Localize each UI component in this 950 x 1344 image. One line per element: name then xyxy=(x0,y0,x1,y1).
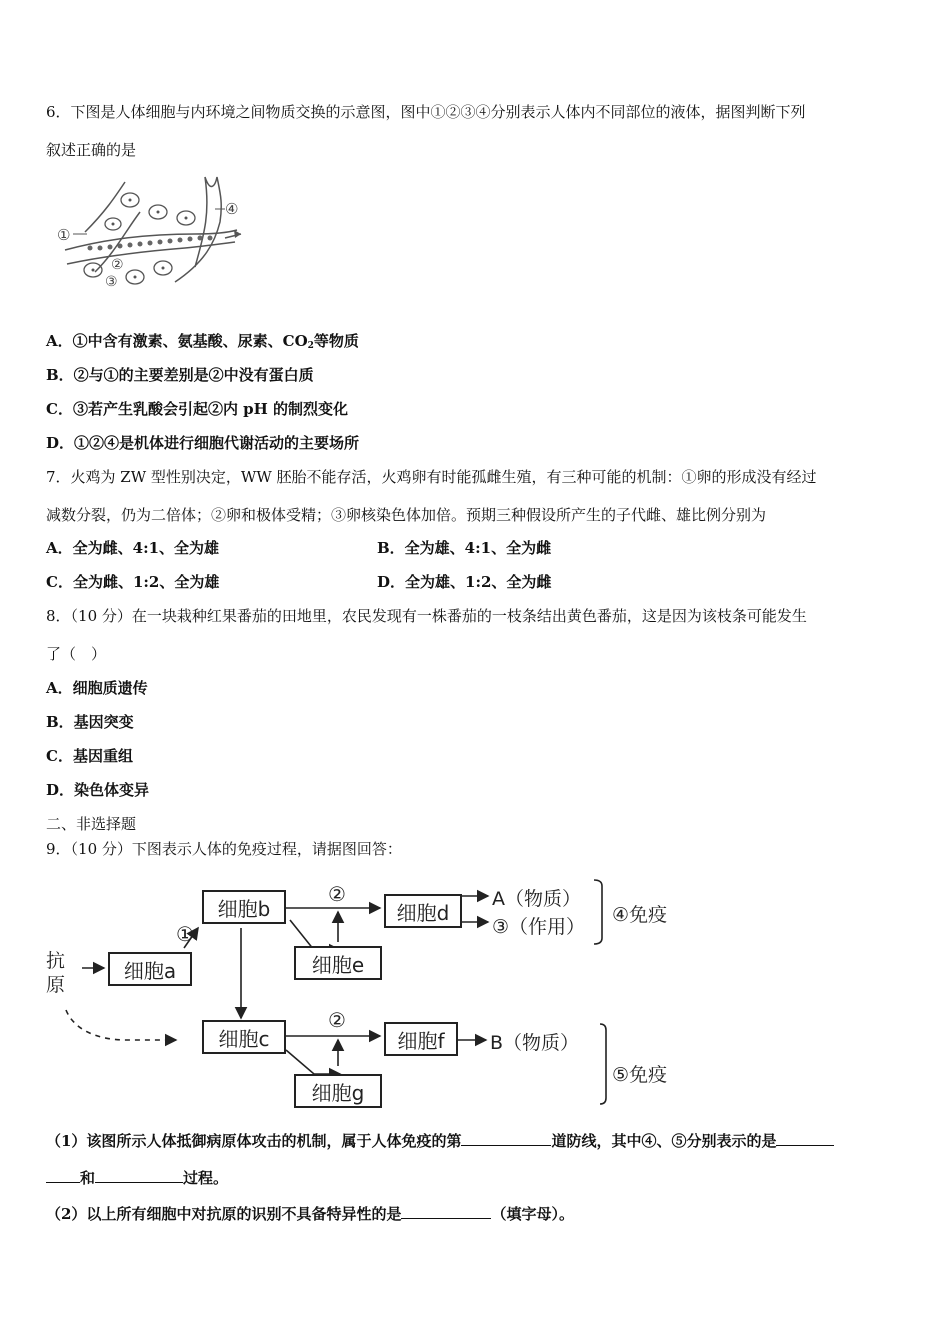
mark-2-bottom: ② xyxy=(328,1008,346,1032)
q7-stem-line1: 7．火鸡为 ZW 型性别决定，WW 胚胎不能存活，火鸡卵有时能孤雌生殖，有三种可能的机制：①卵的形成没有经过 xyxy=(46,468,817,486)
bracket-5 xyxy=(600,1024,606,1104)
arrow-head xyxy=(234,230,241,238)
output-b-label: B（物质） xyxy=(490,1032,580,1054)
q6-option-d[interactable]: D．①②④是机体进行细胞代谢活动的主要场所 xyxy=(46,434,360,452)
cell-d-box: 细胞d xyxy=(384,894,462,928)
capillary-wall-bottom xyxy=(67,242,235,264)
q8-stem-line2: 了（ ） xyxy=(46,645,107,663)
q8-stem-line1: 8．（10 分）在一块栽种红果番茄的田地里，农民发现有一株番茄的一枝条结出黄色番茄，这是因为该枝条可能发生 xyxy=(46,607,807,625)
section-title: 二、非选择题 xyxy=(46,815,137,833)
cell-a-box: 细胞a xyxy=(108,952,192,986)
q9-sub1-line2: 和 过程。 xyxy=(46,1168,228,1188)
antigen-label-line2: 原 xyxy=(46,974,66,996)
label-4: ④ xyxy=(225,200,239,218)
cell-f-box: 细胞f xyxy=(384,1022,458,1056)
output-a-label: A（物质） xyxy=(492,888,581,910)
answer-blank-2a[interactable] xyxy=(776,1131,834,1146)
cell-b-box: 细胞b xyxy=(202,890,286,924)
q9-stem: 9．（10 分）下图表示人体的免疫过程，请据图回答： xyxy=(46,840,402,858)
q6-option-b[interactable]: B．②与①的主要差别是②中没有蛋白质 xyxy=(46,366,314,384)
cell-e-box: 细胞e xyxy=(294,946,382,980)
blood-cells xyxy=(88,236,213,251)
q8-option-b[interactable]: B．基因突变 xyxy=(46,713,134,731)
q7-option-d[interactable]: D．全为雄、1:2、全为雌 xyxy=(377,573,552,591)
antigen-label-line1: 抗 xyxy=(46,950,66,972)
answer-blank-1[interactable] xyxy=(461,1131,551,1146)
q7-option-b[interactable]: B．全为雄、4:1、全为雌 xyxy=(377,539,552,557)
immune-4-label: ④免疫 xyxy=(612,904,668,926)
immune-5-label: ⑤免疫 xyxy=(612,1064,668,1086)
label-3: ③ xyxy=(105,274,118,290)
q8-option-c[interactable]: C．基因重组 xyxy=(46,747,133,765)
q6-stem-line1: 6．下图是人体细胞与内环境之间物质交换的示意图，图中①②③④分别表示人体内不同部位的液体，据图判断下列 xyxy=(46,103,806,121)
output-3-label: ③（作用） xyxy=(492,916,586,938)
bracket-4 xyxy=(594,880,602,944)
cell-g-box: 细胞g xyxy=(294,1074,382,1108)
answer-blank-2b[interactable] xyxy=(46,1168,80,1183)
answer-blank-4[interactable] xyxy=(401,1204,491,1219)
q8-option-d[interactable]: D．染色体变异 xyxy=(46,781,150,799)
q9-sub1-line1: （1）该图所示人体抵御病原体攻击的机制，属于人体免疫的第 道防线，其中④、⑤分别表示的是 xyxy=(46,1131,834,1151)
q6-option-a[interactable]: A．①中含有激素、氨基酸、尿素、$CO_2$等物质 xyxy=(46,332,359,351)
q8-option-a[interactable]: A．细胞质遗传 xyxy=(46,679,148,697)
label-1: ① xyxy=(57,226,71,244)
lymph-vessel xyxy=(175,177,221,282)
q9-sub2: （2）以上所有细胞中对抗原的识别不具备特异性的是 （填字母）。 xyxy=(46,1205,574,1223)
antigen-to-c-dashed xyxy=(66,1010,176,1040)
mark-2-top: ② xyxy=(328,882,346,906)
q6-option-c[interactable]: C．③若产生乳酸会引起②内 pH 的制烈变化 xyxy=(46,400,349,418)
label-2: ② xyxy=(111,257,124,273)
c-to-g-arrow xyxy=(286,1050,340,1074)
cell-c-box: 细胞c xyxy=(202,1020,286,1054)
cell-nuclei xyxy=(92,199,188,279)
body-fluid-diagram xyxy=(55,172,250,292)
answer-blank-3[interactable] xyxy=(95,1168,183,1183)
q7-option-a[interactable]: A．全为雌、4:1、全为雄 xyxy=(46,539,220,557)
immune-process-diagram xyxy=(46,872,708,1112)
q7-option-c[interactable]: C．全为雌、1:2、全为雄 xyxy=(46,573,220,591)
mark-1: ① xyxy=(176,922,194,946)
q6-stem-line2: 叙述正确的是 xyxy=(46,141,137,159)
q7-stem-line2: 减数分裂，仍为二倍体；②卵和极体受精；③卵核染色体加倍。预期三种假设所产生的子代雌、雄比例分别为 xyxy=(46,506,767,524)
